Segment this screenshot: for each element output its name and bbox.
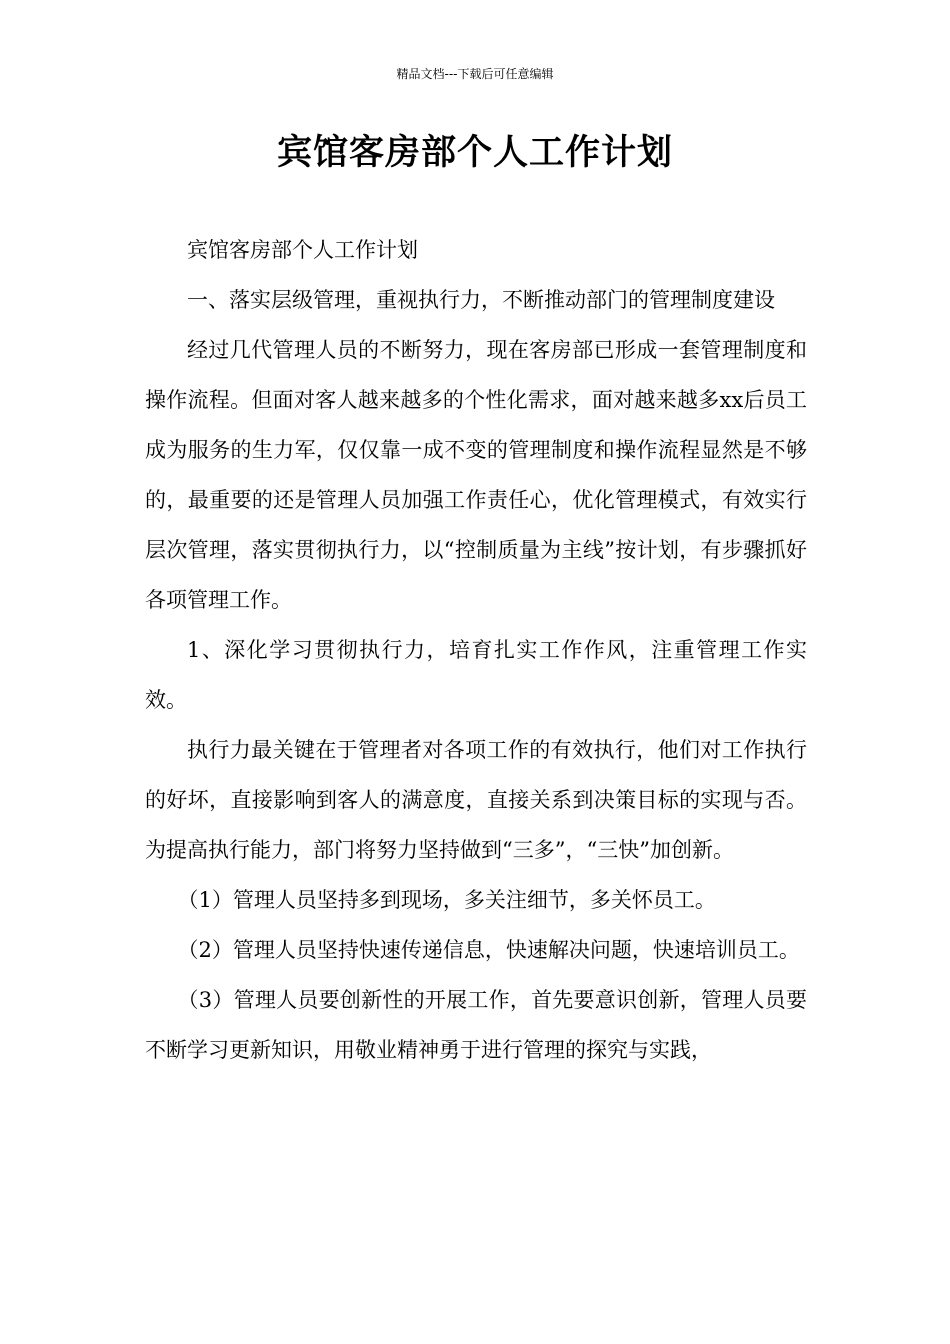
header-note: 精品文档---下载后可任意编辑 xyxy=(396,67,554,81)
document-body xyxy=(145,225,807,1075)
paragraph-subtitle: 宾馆客房部个人工作计划 xyxy=(187,238,418,262)
paragraph-sub-item: （2）管理人员坚持快速传递信息，快速解决问题，快速培训员工。 xyxy=(177,938,800,962)
paragraph-item-heading: 1、深化学习贯彻执行力，培育扎实工作作风，注重管理工作实效。 xyxy=(145,638,807,712)
paragraph-section-heading: 一、落实层级管理，重视执行力，不断推动部门的管理制度建设 xyxy=(187,288,775,312)
document-title: 宾馆客房部个人工作计划 xyxy=(276,133,673,173)
paragraph: 经过几代管理人员的不断努力，现在客房部已形成一套管理制度和操作流程。但面对客人越来越多的个性化需求，面对越来越多xx后员工成为服务的生力军，仅仅靠一成不变的管理制度和操作流程显然是不够的，最重要的还是管理人员加强工作责任心，优化管理模式，有效实行层次管理，落实贯彻执行力，以“控制质量为主线”按计划，有步骤抓好各项管理工作。 xyxy=(145,338,807,612)
paragraph-sub-item: （1）管理人员坚持多到现场，多关注细节，多关怀员工。 xyxy=(177,888,716,912)
paragraph: 执行力最关键在于管理者对各项工作的有效执行，他们对工作执行的好坏，直接影响到客人的满意度，直接关系到决策目标的实现与否。为提高执行能力，部门将努力坚持做到“三多”，“三快”加创新。 xyxy=(145,738,807,862)
paragraph-sub-item: （3）管理人员要创新性的开展工作，首先要意识创新，管理人员要不断学习更新知识，用敬业精神勇于进行管理的探究与实践， xyxy=(145,988,807,1062)
